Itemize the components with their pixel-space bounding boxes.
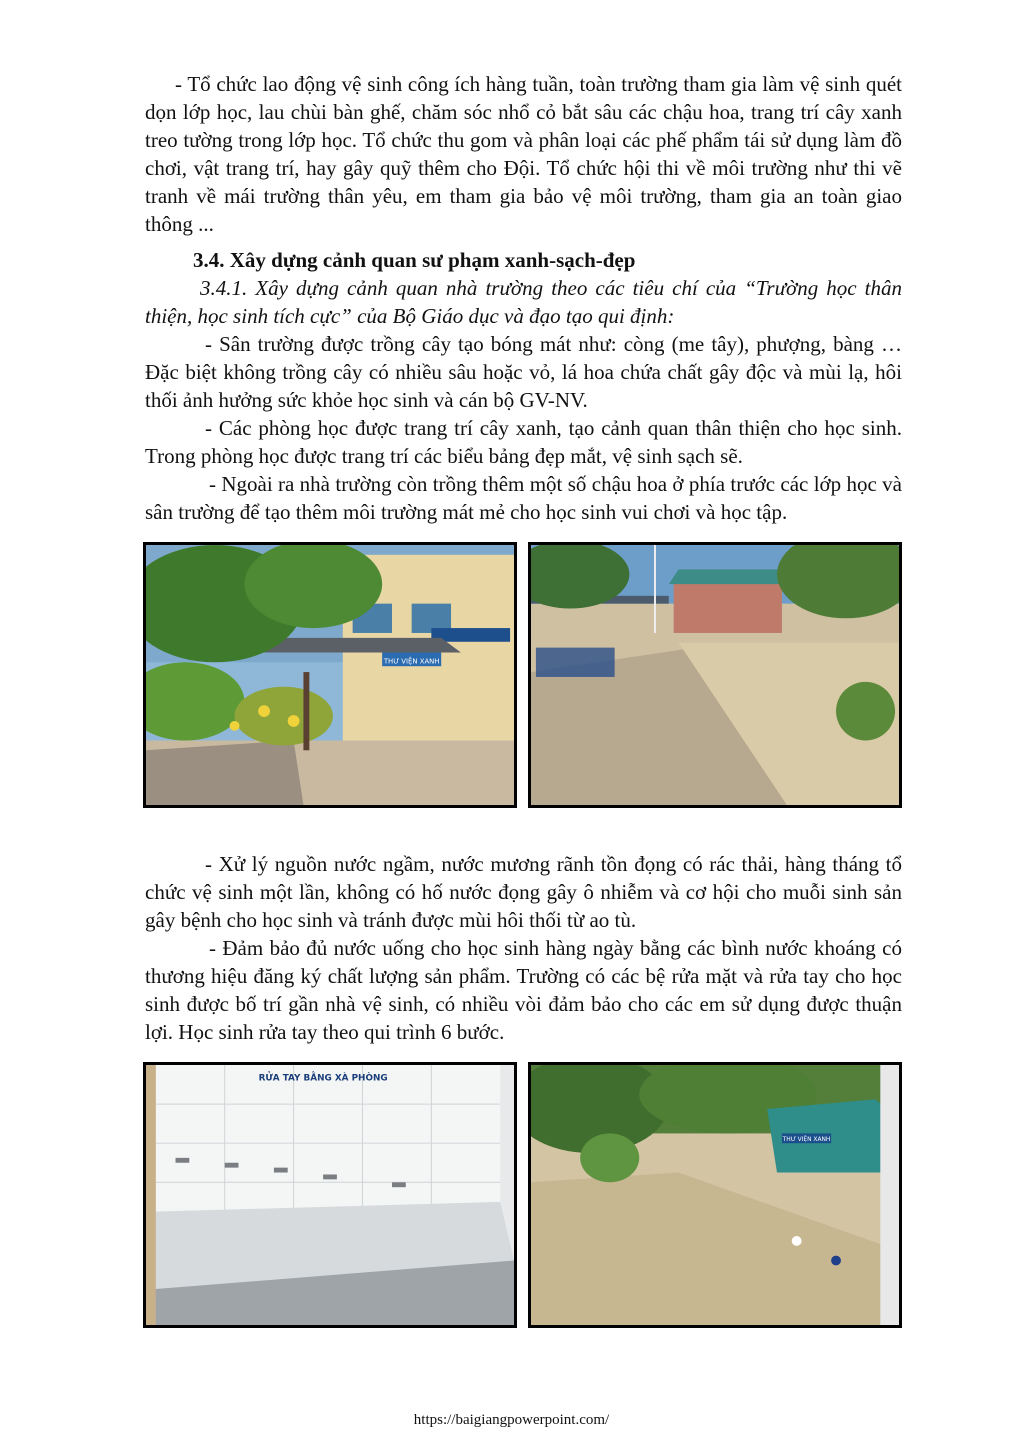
handwash-station-photo	[143, 1062, 517, 1328]
library-sign-2: THƯ VIỆN XANH	[782, 1137, 831, 1144]
subsection-heading: 3.4.1. Xây dựng cảnh quan nhà trường theo các tiêu chí của “Trường học thân thiện, học sinh tích cực” của Bộ Giáo dục và đạo tạo qui định:	[145, 276, 902, 328]
paragraph-water-drainage: - Xử lý nguồn nước ngầm, nước mương rãnh tồn đọng có rác thải, hàng tháng tổ chức vệ sinh một lần, không có hố nước đọng gây ô nhiễm và cơ hội cho muỗi sinh sản gây bệnh cho học sinh và tránh được mùi hôi thối từ ao tù.	[145, 852, 902, 932]
paragraph-classrooms: - Các phòng học được trang trí cây xanh, tạo cảnh quan thân thiện cho học sinh. Trong phòng học được trang trí các biểu bảng đẹp mắt, vệ sinh sạch sẽ.	[145, 416, 902, 468]
section-heading: 3.4. Xây dựng cảnh quan sư phạm xanh-sạch-đẹp	[193, 248, 636, 272]
paragraph-flowers: - Ngoài ra nhà trường còn trồng thêm một số chậu hoa ở phía trước các lớp học và sân trường để tạo thêm môi trường mát mẻ cho học sinh vui chơi và học tập.	[145, 472, 902, 524]
paragraph-drinking-water: - Đảm bảo đủ nước uống cho học sinh hàng ngày bằng các bình nước khoáng có thương hiệu đăng ký chất lượng sản phẩm. Trường có các bệ rửa mặt và rửa tay cho học sinh được bố trí gần nhà vệ sinh, có nhiều vòi đảm bảo cho các em sử dụng được thuận lợi. Học sinh rửa tay theo qui trình 6 bước.	[145, 936, 902, 1044]
paragraph-trees: - Sân trường được trồng cây tạo bóng mát như: còng (me tây), phượng, bàng … Đặc biệt không trồng cây có nhiều sâu hoặc vỏ, lá hoa chứa chất gây độc và mùi lạ, hôi thối ảnh hưởng sức khỏe học sinh và cán bộ GV-NV.	[145, 332, 902, 412]
footer-url: https://baigiangpowerpoint.com/	[413, 1412, 610, 1428]
paragraph-labor: - Tổ chức lao động vệ sinh công ích hàng tuần, toàn trường tham gia làm vệ sinh quét dọn lớp học, lau chùi bàn ghế, chăm sóc nhổ cỏ bắt sâu các chậu hoa, trang trí cây xanh treo tường trong lớp học. Tổ chức thu gom và phân loại các phế phẩm tái sử dụng làm đồ chơi, vật trang trí, hay gây quỹ thêm cho Đội. Tổ chức hội thi về môi trường như thi vẽ tranh về mái trường thân yêu, em tham gia bảo vệ môi trường, tham gia an toàn giao thông ...	[145, 72, 902, 236]
document-body	[145, 70, 902, 1330]
schoolyard-photo	[528, 542, 902, 808]
photo-row-1	[145, 542, 902, 810]
school-building-photo	[143, 542, 517, 808]
library-yard-photo	[528, 1062, 902, 1328]
library-sign: THƯ VIỆN XANH	[383, 657, 440, 666]
handwash-sign: RỬA TAY BẰNG XÀ PHÒNG	[258, 1073, 388, 1084]
photo-row-2	[145, 1062, 902, 1330]
